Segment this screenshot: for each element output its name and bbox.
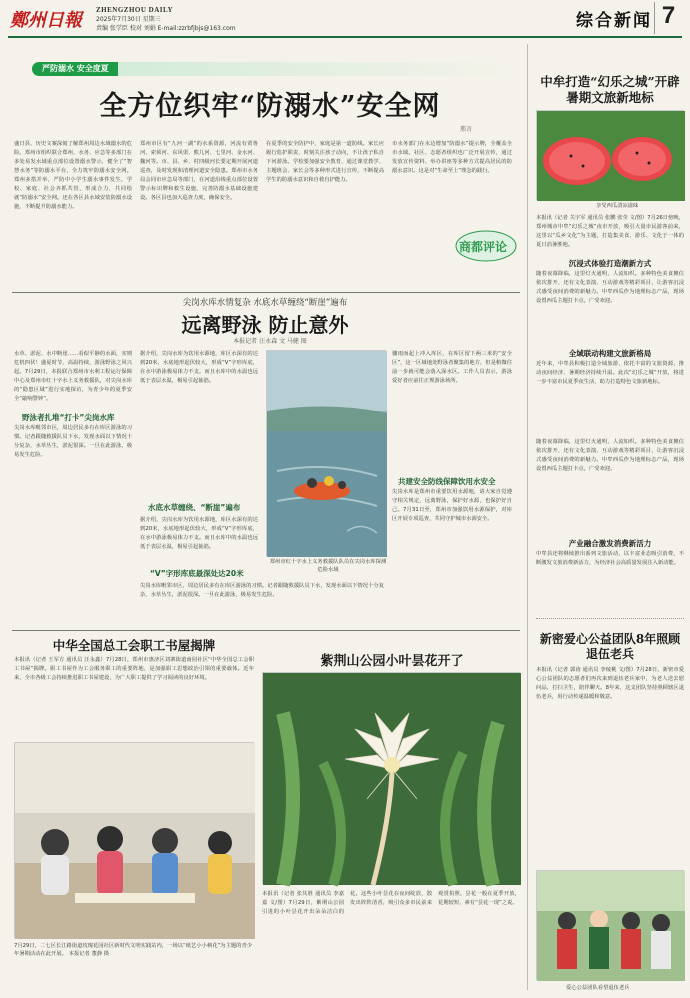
right-subhead-3: 产业融合激发消费新活力 <box>568 539 652 548</box>
section-title: 综合新闻 <box>576 11 652 31</box>
right-photo-2-caption: 爱心公益团队看望退伍老兵 <box>566 985 630 991</box>
swim-subhead-4: 共建安全防线保障饮用水安全 <box>398 477 496 486</box>
swim-subhead-2: 水底水草缠绕、“断崖”遍布 <box>148 503 241 512</box>
right-subhead-2: 全域联动构建文旅新格局 <box>568 349 652 358</box>
right-body-3b: 随着夜幕降临，这里灯火通明，人流如织。多种特色美食摊位依次排开，还有文化表演、互动游戏等精彩项目，让游客沉浸式感受夜间消费的新魅力。中牟西瓜作为地理标志产品，现场设置西瓜主题打卡点，广受欢迎。 <box>536 439 684 472</box>
banner-decoration <box>118 62 510 76</box>
swim-photo <box>266 350 386 556</box>
daily-name: ZHENGZHOU DAILY <box>96 6 174 14</box>
right-divider <box>536 618 684 619</box>
swim-kicker: 尖岗水库水情复杂 水底水草缠绕“断崖”遍布 <box>182 298 348 308</box>
masthead-logo <box>8 4 82 34</box>
cactus-body: 本报讯（记者 张其胜 通讯员 李嘉嘉 文/图）7月29日，紫荆山公园引进的小叶昙花开出朵朵洁白的花。这些小叶昙花在夜间绽放，散发出阵阵清香，吸引众多市民前来观赏拍照。昙花一般在夏季开放，花期较短，素有“昙花一现”之说。 <box>262 891 520 915</box>
lake-rescue-image-icon <box>267 351 387 557</box>
right-column <box>536 44 684 994</box>
swim-col-3b: 据介绍，尖岗水库为饮用水源地，库区水深有的达到20米，水底地形起伏较大，形成“V”字形库底，在水中游泳极易体力不支。而且水库中的水温也远低于表层水温，极易引起抽筋。 <box>140 517 258 550</box>
swim-col-1: 水草、淤泥、水中断崖……看似平静的水面，实则危机四伏！盛夏时节，高温持续，游泳野泳之风兴起。7月29日，本报联合郑州市水利工程运行保障中心及郑州市红十字水上义务救援队，对尖岗水库的“隐患区域”进行实地探访，为青少年的夏季安全“敲响警钟”。 <box>14 351 132 402</box>
swim-col-extra: 尖岗水库毗邻市区，周边居民多有在库区游泳的习惯。记者跟随救援队员下水，发现水面以下情况十分复杂，水草丛生，淤泥很深。一旦在此游泳，极易发生危险。 <box>140 583 384 598</box>
union-photo-caption: 7月29日，二七区长江路街道玫瑰花园社区新时代文明实践站内，一场以“纸艺小小秧花”为主题的青少年暑期活动在此开展。 本报记者 董静 摄 <box>14 943 253 957</box>
right-photo-2 <box>536 870 684 980</box>
section-divider <box>12 292 520 293</box>
swim-col-4: 骤雨而起上冲入库区，在库区留下两三米的“安全区”，这一区域地处野泳者聚集的地方，但是稍微往前一步就可能会落入深水区。工作人员表示，游泳爱好者应前往正规游泳场所。 <box>392 351 512 384</box>
page-header <box>0 0 690 42</box>
section-divider-2 <box>12 630 520 631</box>
union-headline: 中华全国总工会职工书屋揭牌 <box>52 638 216 653</box>
lead-headline: 全方位织牢“防溺水”安全网 <box>99 91 441 122</box>
cactus-photo <box>262 672 520 884</box>
swim-subhead-1: 野泳者扎堆“打卡”尖岗水库 <box>22 413 115 422</box>
children-activity-image-icon <box>15 743 255 939</box>
publication-info <box>96 6 236 33</box>
editor-line: 责编 张学臣 校对 刘娟 E-mail:zzrbfjbjs@163.com <box>96 25 236 32</box>
lead-col-1: 盛日县、历史文案深刻了解郑州周边水域溺水的危险。郑州市组织联合郑州、水务、应急等多部门在多处易发水域重点部位设置溺水警示，健全了“智慧水务”等防溺水平台，全力筑牢防溺水安全网。郑州多措并举，严防中小学生溺水事件发生，学校、家庭、社会齐抓共管，形成合力，共同绘就“防溺水”安全网。还在各区县水域安装防溺水设施，不断提升防溺水能力。 <box>14 141 132 210</box>
commentary-badge <box>453 226 519 266</box>
watermelon-image-icon <box>537 111 685 201</box>
swim-col-5: 尖岗水库是郑州市重要饮用水源地，请大家自觉遵守相关规定，远离野泳，保护好水源，也保护好自己。7月31日至，郑州市加强饮用水源保护，对库区开展专项巡查，共同守护城市水源安全。 <box>392 489 512 522</box>
lead-col-3: 在夏季的安全防护中，家庭是第一道防线。家长应履行监护职责，时刻关注孩子动向，不让孩子私自下河游泳。学校要加强安全教育，通过课堂教学、主题班会、家长会等多种形式进行宣传，不断提高学生的防溺水意识和自救自护能力。 <box>266 141 384 183</box>
badge-text: 商都评论 <box>459 240 508 254</box>
union-body: 本报讯（记者 王军方 通讯员 汪永鑫）7月28日，郑州市惠济区刘寨街道南园社区“中华全国总工会职工书屋”揭牌。职工书屋作为工会服务职工的重要阵地，是加强职工思想政治引领的重要载体。近年来，全市各级工会持续推进职工书屋建设，为广大职工提供了学习阅读的良好环境。 <box>14 657 254 681</box>
union-photo <box>14 742 254 938</box>
swim-headline: 远离野泳 防止意外 <box>181 313 349 337</box>
right-photo-1-caption: 享受西瓜清凉滋味 <box>596 203 639 209</box>
right-headline-1: 中牟打造“幻乐之城”开辟暑期文旅新地标 <box>540 74 680 105</box>
right-body-5: 本报讯（记者 郭涛 通讯员 李棱桃 文/图）7月28日，新密市爱心公益团队的志愿者们再次来到退伍老兵家中，为老人送去慰问品，打扫卫生，陪伴聊天。8年来，这支团队坚持照顾辖区退伍老兵，用行动传递温暖和敬意。 <box>536 667 684 700</box>
page-number: 7 <box>654 2 682 34</box>
right-body-4: 中牟县还将继续推出系列文旅活动，以丰富业态吸引消费，不断激发文旅消费新活力，为经济社会高质量发展注入新动能。 <box>536 551 684 566</box>
right-subhead-1: 沉浸式体验打造潮新方式 <box>568 259 652 268</box>
lead-col-4: 市水务部门在水边增加“防溺水”提示牌，全覆盖全市水域。社区、志愿者组织也广泛开展宣传，通过发放宣传资料、举办讲座等多种方式提高居民的防溺水意识。这是对“生命至上”理念的践行。 <box>392 141 512 174</box>
right-headline-2: 新密爱心公益团队8年照顾退伍老兵 <box>539 632 681 661</box>
swim-photo-caption: 郑州市红十字水上义务救援队队员在尖岗水库探测危险水域 <box>269 559 387 573</box>
veterans-image-icon <box>537 871 685 981</box>
lead-byline: 邢言 <box>460 126 473 133</box>
cactus-headline: 紫荆山公园小叶昙花开了 <box>320 654 464 669</box>
header-rule <box>8 36 682 38</box>
date-line: 2025年7月30日 星期三 <box>96 16 161 23</box>
swim-col-3: 据介绍，尖岗水库为饮用水源地，库区水深有的达到20米，水底地形起伏较大，形成“V”字形库底，在水中游泳极易体力不支。而且水库中的水温也远低于表层水温，极易引起抽筋。 <box>140 351 258 384</box>
topic-banner: 严防溺水 安全度夏 <box>32 62 118 76</box>
flower-image-icon <box>263 673 521 885</box>
right-body-3: 近年来，中牟县积极打造全域旅游，依托丰富的文旅资源，推动夜间经济、暑期经济持续升温。此次“幻乐之城”开放，将进一步丰富市民夏季夜生活，助力打造特色文旅新地标。 <box>536 361 684 385</box>
right-photo-1 <box>536 110 684 200</box>
swim-subhead-3: “V”字形库底最深处达20米 <box>150 569 244 578</box>
swim-byline: 本报记者 汪永森 文 马健 图 <box>233 338 307 345</box>
column-divider <box>527 44 528 990</box>
right-body-1: 本报讯（记者 关宇军 通讯员 张鹏 张莹 文/图）7月26日傍晚，郑州城市中牟“幻乐之城”夜市开放，吸引大量市民游客前来，这里以“瓜乡文化”为主题，打造集美食、游乐、文化于一体的夏日消暑胜地。 <box>536 215 684 248</box>
lead-col-2: 郑州市区有“九河一湖”的水系资源，河流有贾鲁河、索须河、东风渠、熊儿河、七里河、金水河、魏河等。市、县、乡、村四级河长要定期开展河道巡查，及时发现和清理河道安全隐患。郑州市水务局会同市应急局等部门，在河道沿线重点部位设置警示标识牌和救生设施，完善防溺水基础设施建设。各区县也加大巡查力度，确保安全。 <box>140 141 258 201</box>
right-body-2: 随着夜幕降临，这里灯火通明，人流如织。多种特色美食摊位依次排开，还有文化表演、互动游戏等精彩项目，让游客沉浸式感受夜间消费的新魅力。中牟西瓜作为地理标志产品，现场设置西瓜主题打卡点，广受欢迎。 <box>536 271 684 304</box>
svg-text:鄭州日報: 鄭州日報 <box>10 10 82 31</box>
swim-col-2: 尖岗水库毗邻市区，周边居民多有在库区游泳的习惯。记者跟随救援队员下水，发现水面以下情况十分复杂，水草丛生，淤泥很深。一旦在此游泳，极易发生危险。 <box>14 425 132 458</box>
